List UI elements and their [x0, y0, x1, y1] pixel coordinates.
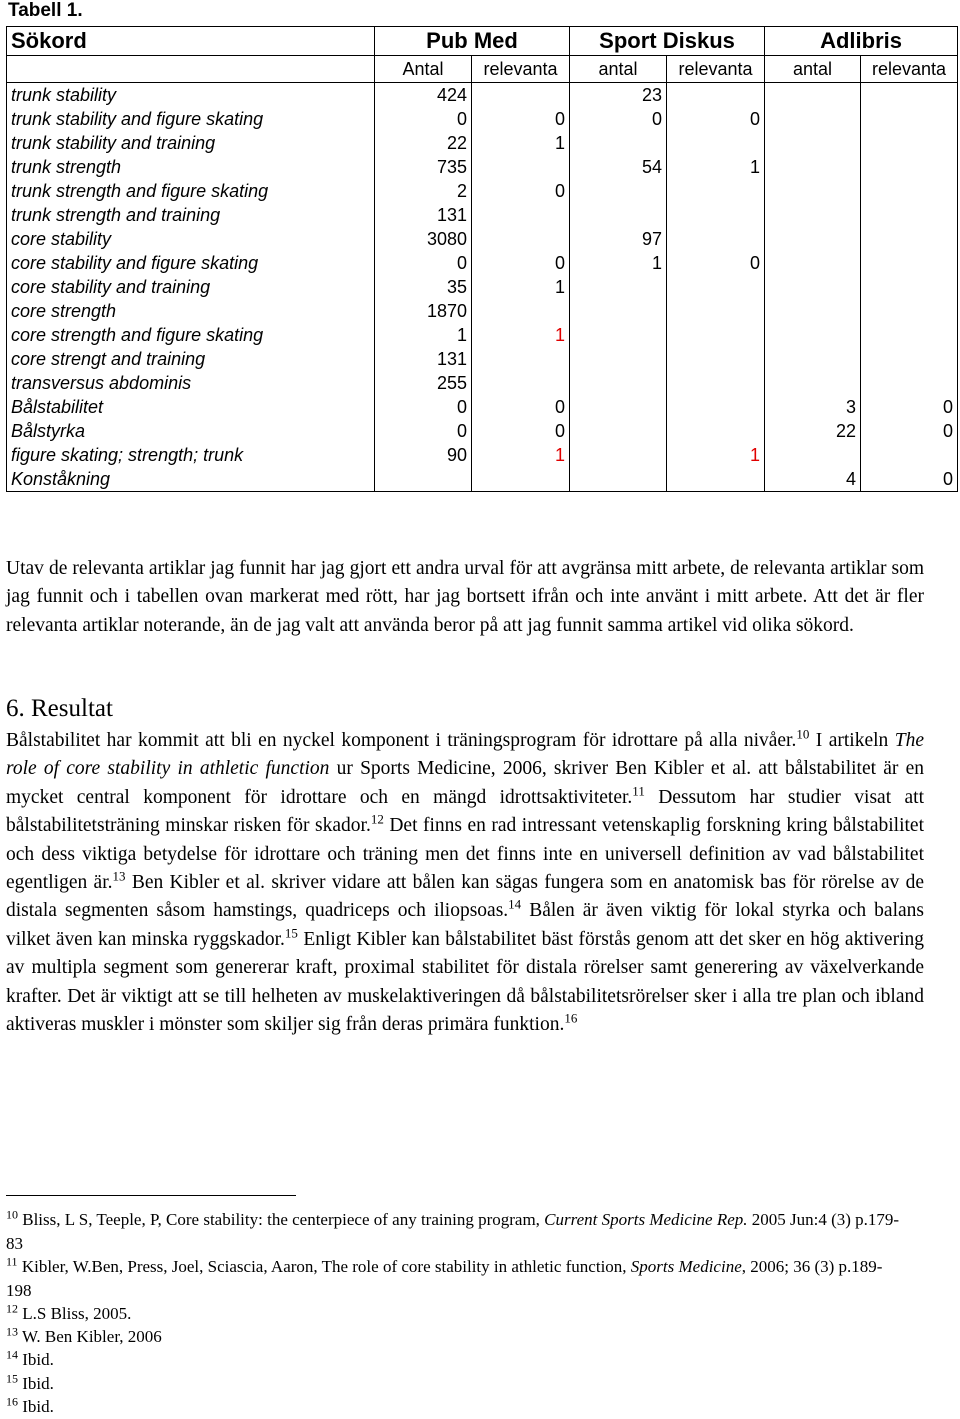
sportdiskus-antal-cell	[570, 275, 667, 299]
sportdiskus-relevanta-cell	[667, 395, 765, 419]
footnote-15	[6, 1372, 906, 1396]
adlibris-relevanta-cell	[861, 83, 958, 108]
table-row	[7, 251, 958, 275]
table-row	[7, 347, 958, 371]
table-row	[7, 323, 958, 347]
sportdiskus-relevanta-cell: 1	[667, 443, 765, 467]
sportdiskus-antal-cell	[570, 299, 667, 323]
adlibris-antal-cell	[765, 371, 861, 395]
adlibris-antal-cell	[765, 131, 861, 155]
search-term-cell: Bålstabilitet	[7, 395, 375, 419]
table-row	[7, 419, 958, 443]
sportdiskus-antal-cell	[570, 419, 667, 443]
pubmed-antal-cell: 3080	[375, 227, 472, 251]
pubmed-relevanta-cell	[472, 227, 570, 251]
result-text-2: I artikeln	[809, 730, 895, 751]
table-header-row	[7, 27, 958, 56]
footnote-number: 13	[6, 1324, 18, 1339]
sportdiskus-relevanta-cell	[667, 419, 765, 443]
footnote-text: Bliss, L S, Teeple, P, Core stability: the centerpiece of any training program,	[18, 1210, 545, 1229]
table-row	[7, 275, 958, 299]
footnote-number: 11	[6, 1254, 18, 1269]
pubmed-antal-cell: 735	[375, 155, 472, 179]
column-header-sportdiskus: Sport Diskus	[570, 27, 765, 56]
sportdiskus-relevanta-cell	[667, 131, 765, 155]
subheader-pubmed-antal: Antal	[375, 56, 472, 83]
pubmed-relevanta-cell	[472, 83, 570, 108]
pubmed-antal-cell: 424	[375, 83, 472, 108]
result-text-5: Det finns en rad intressant vetenskaplig forskning kring bålstabilitet och dess viktiga betydelse för idrottare och träning men det finns inte en universell definition av vad bålstabilitet egentligen är.	[6, 815, 924, 894]
sportdiskus-antal-cell	[570, 203, 667, 227]
result-text-7: Bålen är även viktig för lokal styrka och balans vilket även kan minska ryggskador.	[6, 900, 924, 950]
sportdiskus-relevanta-cell	[667, 203, 765, 227]
search-results-table	[6, 26, 958, 492]
adlibris-antal-cell	[765, 203, 861, 227]
pubmed-antal-cell	[375, 467, 472, 492]
adlibris-antal-cell: 22	[765, 419, 861, 443]
search-term-cell: figure skating; strength; trunk	[7, 443, 375, 467]
adlibris-antal-cell	[765, 155, 861, 179]
search-term-cell: Bålstyrka	[7, 419, 375, 443]
footnote-text: L.S Bliss, 2005.	[18, 1304, 132, 1323]
pubmed-relevanta-cell: 0	[472, 179, 570, 203]
adlibris-relevanta-cell: 0	[861, 395, 958, 419]
table-row	[7, 443, 958, 467]
adlibris-antal-cell	[765, 347, 861, 371]
sportdiskus-antal-cell: 0	[570, 107, 667, 131]
adlibris-relevanta-cell	[861, 347, 958, 371]
result-text-1: Bålstabilitet har kommit att bli en nyckel komponent i träningsprogram för idrottare på alla nivåer.	[6, 730, 797, 751]
adlibris-relevanta-cell	[861, 179, 958, 203]
adlibris-antal-cell: 4	[765, 467, 861, 492]
pubmed-relevanta-cell: 0	[472, 419, 570, 443]
section-heading: 6. Resultat	[6, 695, 113, 722]
footnote-text: Ibid.	[18, 1397, 54, 1416]
footnote-text-tail: , 2006; 36 (3) p.189-198	[6, 1257, 883, 1300]
sportdiskus-relevanta-cell	[667, 467, 765, 492]
sportdiskus-antal-cell	[570, 323, 667, 347]
sportdiskus-antal-cell: 97	[570, 227, 667, 251]
adlibris-relevanta-cell	[861, 443, 958, 467]
sportdiskus-antal-cell	[570, 347, 667, 371]
footnote-13	[6, 1325, 906, 1349]
table-row	[7, 467, 958, 492]
sportdiskus-relevanta-cell: 0	[667, 107, 765, 131]
search-term-cell: trunk stability	[7, 83, 375, 108]
sportdiskus-relevanta-cell	[667, 323, 765, 347]
table-row	[7, 155, 958, 179]
table-row	[7, 203, 958, 227]
pubmed-antal-cell: 0	[375, 107, 472, 131]
footnote-journal: Sports Medicine	[630, 1257, 742, 1276]
adlibris-relevanta-cell: 0	[861, 467, 958, 492]
search-term-cell: core stability	[7, 227, 375, 251]
subheader-adlibris-relevanta: relevanta	[861, 56, 958, 83]
adlibris-antal-cell	[765, 107, 861, 131]
sportdiskus-relevanta-cell	[667, 83, 765, 108]
table-body	[7, 83, 958, 492]
search-term-cell: trunk strength and figure skating	[7, 179, 375, 203]
sportdiskus-relevanta-cell	[667, 227, 765, 251]
table-row	[7, 395, 958, 419]
footnote-ref-10: 10	[796, 726, 810, 742]
sportdiskus-antal-cell: 54	[570, 155, 667, 179]
subheader-sportdiskus-relevanta: relevanta	[667, 56, 765, 83]
adlibris-antal-cell	[765, 179, 861, 203]
footnote-number: 12	[6, 1301, 18, 1316]
pubmed-antal-cell: 1	[375, 323, 472, 347]
footnote-ref-14: 14	[508, 896, 522, 912]
pubmed-antal-cell: 90	[375, 443, 472, 467]
pubmed-antal-cell: 1870	[375, 299, 472, 323]
footnote-12	[6, 1302, 906, 1326]
intro-paragraph: Utav de relevanta artiklar jag funnit har jag gjort ett andra urval för att avgränsa mitt arbete, de relevanta artiklar som jag funnit och i tabellen ovan markerat med rött, har jag bortsett ifrån och inte använt i mitt arbete. Att det är fler relevanta artiklar noterande, än de jag valt att använda beror på att jag funnit samma artikel vid olika sökord.	[6, 558, 924, 636]
pubmed-relevanta-cell	[472, 347, 570, 371]
pubmed-antal-cell: 0	[375, 251, 472, 275]
subheader-empty	[7, 56, 375, 83]
footnote-text: W. Ben Kibler, 2006	[18, 1327, 162, 1346]
result-text-3: ur Sports Medicine, 2006, skriver Ben Kibler et al. att bålstabilitet är en mycket central komponent för idrottare och en mängd idrottsaktiviteter.	[6, 758, 925, 808]
search-term-cell: trunk stability and training	[7, 131, 375, 155]
adlibris-antal-cell	[765, 251, 861, 275]
sportdiskus-relevanta-cell	[667, 371, 765, 395]
sportdiskus-antal-cell	[570, 371, 667, 395]
search-term-cell: trunk stability and figure skating	[7, 107, 375, 131]
footnote-number: 14	[6, 1347, 18, 1362]
result-text-4: Dessutom har studier visat att bålstabilitetsträning minskar risken för skador.	[6, 786, 924, 837]
adlibris-relevanta-cell	[861, 227, 958, 251]
footnote-10	[6, 1208, 906, 1255]
sportdiskus-antal-cell	[570, 179, 667, 203]
column-header-pubmed: Pub Med	[375, 27, 570, 56]
subheader-adlibris-antal: antal	[765, 56, 861, 83]
adlibris-relevanta-cell	[861, 299, 958, 323]
pubmed-relevanta-cell: 1	[472, 323, 570, 347]
adlibris-relevanta-cell	[861, 251, 958, 275]
sportdiskus-relevanta-cell	[667, 179, 765, 203]
search-term-cell: core strength and figure skating	[7, 323, 375, 347]
footnote-ref-12: 12	[370, 811, 384, 827]
pubmed-antal-cell: 22	[375, 131, 472, 155]
sportdiskus-relevanta-cell	[667, 299, 765, 323]
pubmed-relevanta-cell: 0	[472, 251, 570, 275]
adlibris-antal-cell	[765, 275, 861, 299]
footnote-text: Kibler, W.Ben, Press, Joel, Sciascia, Aaron, The role of core stability in athletic function,	[17, 1257, 631, 1276]
footnote-number: 15	[6, 1371, 18, 1386]
pubmed-antal-cell: 2	[375, 179, 472, 203]
adlibris-antal-cell	[765, 227, 861, 251]
pubmed-relevanta-cell	[472, 299, 570, 323]
adlibris-antal-cell	[765, 83, 861, 108]
table-row	[7, 179, 958, 203]
result-text-6: Ben Kibler et al. skriver vidare att bålen kan sägas fungera som en anatomisk bas för rörelse av de distala segmenten såsom hamstings, quadriceps och iliopsoas.	[6, 872, 925, 922]
adlibris-antal-cell: 3	[765, 395, 861, 419]
result-text-8: Enligt Kibler kan bålstabilitet bäst förstås genom att det sker en hög aktivering av multipla segment som genererar kraft, proximal stabilitet för distala rörelser samt generering av växelverkande krafter. Det är viktigt att se till helheten av muskelaktiveringen då bålstabilitetsrörelser sker i alla tre plan och ibland aktiveras muskler i mönster som skiljer sig från deras primära funktion.	[6, 928, 924, 1036]
sportdiskus-antal-cell: 23	[570, 83, 667, 108]
subheader-sportdiskus-antal: antal	[570, 56, 667, 83]
footnote-journal: Current Sports Medicine Rep.	[544, 1210, 748, 1229]
sportdiskus-antal-cell	[570, 131, 667, 155]
sportdiskus-antal-cell	[570, 395, 667, 419]
sportdiskus-antal-cell: 1	[570, 251, 667, 275]
pubmed-antal-cell: 0	[375, 419, 472, 443]
sportdiskus-relevanta-cell: 0	[667, 251, 765, 275]
footnote-ref-16: 16	[564, 1010, 578, 1026]
pubmed-antal-cell: 131	[375, 203, 472, 227]
adlibris-relevanta-cell	[861, 323, 958, 347]
search-term-cell: core stability and training	[7, 275, 375, 299]
search-term-cell: transversus abdominis	[7, 371, 375, 395]
adlibris-relevanta-cell: 0	[861, 419, 958, 443]
search-term-cell: trunk strength	[7, 155, 375, 179]
adlibris-relevanta-cell	[861, 371, 958, 395]
sportdiskus-relevanta-cell: 1	[667, 155, 765, 179]
column-header-search-term: Sökord	[7, 27, 375, 56]
table-subheader-row	[7, 56, 958, 83]
footnote-16	[6, 1395, 906, 1419]
pubmed-relevanta-cell: 0	[472, 395, 570, 419]
search-term-cell: Konståkning	[7, 467, 375, 492]
pubmed-antal-cell: 255	[375, 371, 472, 395]
pubmed-antal-cell: 35	[375, 275, 472, 299]
adlibris-relevanta-cell	[861, 131, 958, 155]
pubmed-relevanta-cell: 1	[472, 275, 570, 299]
search-term-cell: core strengt and training	[7, 347, 375, 371]
footnote-14	[6, 1348, 906, 1372]
sportdiskus-relevanta-cell	[667, 347, 765, 371]
footnote-ref-13: 13	[112, 868, 126, 884]
sportdiskus-antal-cell	[570, 443, 667, 467]
table-row	[7, 371, 958, 395]
footnote-text: Ibid.	[18, 1374, 54, 1393]
table-row	[7, 131, 958, 155]
sportdiskus-antal-cell	[570, 467, 667, 492]
pubmed-relevanta-cell	[472, 203, 570, 227]
pubmed-relevanta-cell: 0	[472, 107, 570, 131]
pubmed-relevanta-cell: 1	[472, 131, 570, 155]
pubmed-antal-cell: 0	[375, 395, 472, 419]
footnote-ref-11: 11	[632, 783, 645, 799]
pubmed-relevanta-cell	[472, 371, 570, 395]
footnote-text-tail: 2005 Jun:4 (3) p.179-83	[6, 1210, 900, 1253]
pubmed-relevanta-cell: 1	[472, 443, 570, 467]
table-row	[7, 299, 958, 323]
article-title: The role of core stability in athletic function	[6, 730, 924, 780]
adlibris-relevanta-cell	[861, 275, 958, 299]
subheader-pubmed-relevanta: relevanta	[472, 56, 570, 83]
adlibris-relevanta-cell	[861, 107, 958, 131]
table-caption: Tabell 1.	[8, 0, 83, 21]
footnote-ref-15: 15	[284, 925, 298, 941]
search-term-cell: core strength	[7, 299, 375, 323]
column-header-adlibris: Adlibris	[765, 27, 958, 56]
pubmed-antal-cell: 131	[375, 347, 472, 371]
table-row	[7, 107, 958, 131]
adlibris-antal-cell	[765, 323, 861, 347]
table-row	[7, 227, 958, 251]
search-term-cell: trunk strength and training	[7, 203, 375, 227]
footnote-number: 16	[6, 1394, 18, 1409]
adlibris-relevanta-cell	[861, 203, 958, 227]
sportdiskus-relevanta-cell	[667, 275, 765, 299]
pubmed-relevanta-cell	[472, 467, 570, 492]
table-row	[7, 83, 958, 108]
adlibris-antal-cell	[765, 443, 861, 467]
footnote-number: 10	[6, 1207, 18, 1222]
footnote-divider	[6, 1195, 296, 1196]
footnote-11	[6, 1255, 906, 1302]
pubmed-relevanta-cell	[472, 155, 570, 179]
adlibris-antal-cell	[765, 299, 861, 323]
result-paragraph	[6, 727, 924, 1039]
search-term-cell: core stability and figure skating	[7, 251, 375, 275]
adlibris-relevanta-cell	[861, 155, 958, 179]
footnote-text: Ibid.	[18, 1350, 54, 1369]
